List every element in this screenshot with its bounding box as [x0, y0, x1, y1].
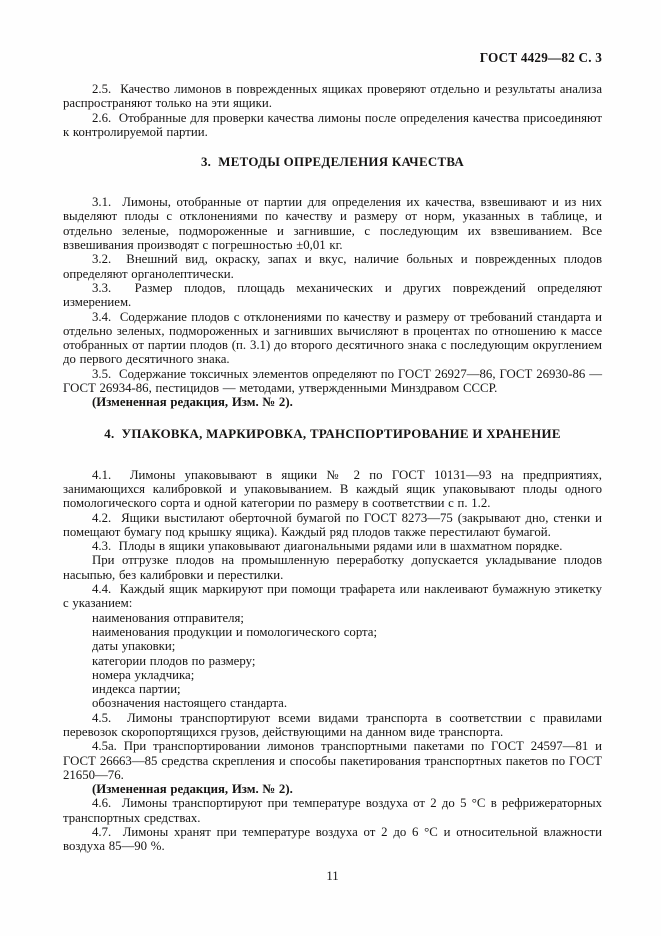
section-3-heading: 3. МЕТОДЫ ОПРЕДЕЛЕНИЯ КАЧЕСТВА — [200, 155, 465, 170]
marking-list-item: обозначения настоящего стандарта. — [92, 696, 288, 711]
clause-3-4: 3.4. Содержание плодов с отклонениями по качеству и размеру от требований стандарта и отдельно зеленых, подмороженных и загнивших вычисляют в процентах по отношению к массе отобранных от партии плодов (п. 3.1) до второго десятичного знака с последующим округлением до первого десятичного знака. — [63, 309, 602, 367]
clause-4-1: 4.1. Лимоны упаковывают в ящики № 2 по ГОСТ 10131—93 на предприятиях, занимающихся калибровкой и упаковыванием. В каждый ящик упаковывают плоды одного помологического сорта и одной категории по размеру в соответствии с п. 1.2. — [63, 467, 602, 511]
clause-4-5: 4.5. Лимоны транспортируют всеми видами транспорта в соответствии с правилами перевозок скоропортящихся грузов, действующими на данном виде транспорта. — [63, 710, 602, 739]
clause-4-2: 4.2. Ящики выстилают оберточной бумагой по ГОСТ 8273—75 (закрывают дно, стенки и помещают бумагу под крышку ящика). Каждый ряд плодов также перестилают бумагой. — [63, 510, 602, 539]
document-content — [63, 50, 602, 883]
section-4-heading: 4. УПАКОВКА, МАРКИРОВКА, ТРАНСПОРТИРОВАНИЕ И ХРАНЕНИЕ — [104, 426, 561, 441]
marking-list-item: наименования отправителя; — [92, 610, 244, 625]
clause-3-3: 3.3. Размер плодов, площадь механических и других повреждений определяют измерением. — [63, 280, 602, 310]
clause-2-6: 2.6. Отобранные для проверки качества лимоны после определения качества присоединяют к контролируемой партии. — [63, 110, 602, 139]
running-head: ГОСТ 4429—82 С. 3 — [479, 50, 602, 65]
amendment-note-2: (Измененная редакция, Изм. № 2). — [92, 782, 293, 797]
clause-4-5a: 4.5а. При транспортировании лимонов транспортными пакетами по ГОСТ 24597—81 и ГОСТ 26663—85 средства скрепления и способы пакетирования транспортных пакетов по ГОСТ 21650—76. — [63, 739, 602, 782]
marking-list-item: наименования продукции и помологического сорта; — [92, 624, 378, 639]
marking-list — [63, 611, 602, 711]
clause-4-7: 4.7. Лимоны хранят при температуре воздуха от 2 до 6 °С и относительной влажности воздуха 85—90 %. — [63, 825, 602, 854]
clause-4-6: 4.6. Лимоны транспортируют при температуре воздуха от 2 до 5 °С в рефрижераторных транспортных средствах. — [63, 796, 602, 825]
clause-3-5: 3.5. Содержание токсичных элементов определяют по ГОСТ 26927—86, ГОСТ 26930-86 — ГОСТ 26934-86, пестицидов — методами, утвержденными Минздравом СССР. — [63, 366, 602, 396]
clause-4-3: 4.3. Плоды в ящики упаковывают диагональными рядами или в шахматном порядке. — [92, 539, 563, 554]
clause-4-4: 4.4. Каждый ящик маркируют при помощи трафарета или наклеивают бумажную этикетку с указанием: — [63, 582, 602, 611]
marking-list-item: даты упаковки; — [92, 639, 176, 654]
page-number: 11 — [326, 868, 339, 883]
marking-list-item: номера укладчика; — [92, 667, 195, 682]
marking-list-item: индекса партии; — [92, 682, 181, 697]
clause-3-1: 3.1. Лимоны, отобранные от партии для определения их качества, взвешивают и из них выделяют плоды с отклонениями по качеству и размеру от норм, указанных в таблице, и отдельно зеленые, подмороженные и загнившие, с последующим их взвешиванием. Все взвешивания производят с погрешностью ±0,01 кг. — [63, 195, 602, 253]
clause-2-5: 2.5. Качество лимонов в поврежденных ящиках проверяют отдельно и результаты анализа распространяют только на эти ящики. — [63, 82, 602, 111]
clause-3-2: 3.2. Внешний вид, окраску, запах и вкус, наличие больных и поврежденных плодов определяют органолептически. — [63, 252, 602, 281]
clause-4-3-continuation: При отгрузке плодов на промышленную переработку допускается укладывание плодов насыпью, без калибровки и перестилки. — [63, 553, 602, 582]
marking-list-item: категории плодов по размеру; — [92, 653, 256, 668]
amendment-note-1: (Измененная редакция, Изм. № 2). — [92, 395, 293, 410]
